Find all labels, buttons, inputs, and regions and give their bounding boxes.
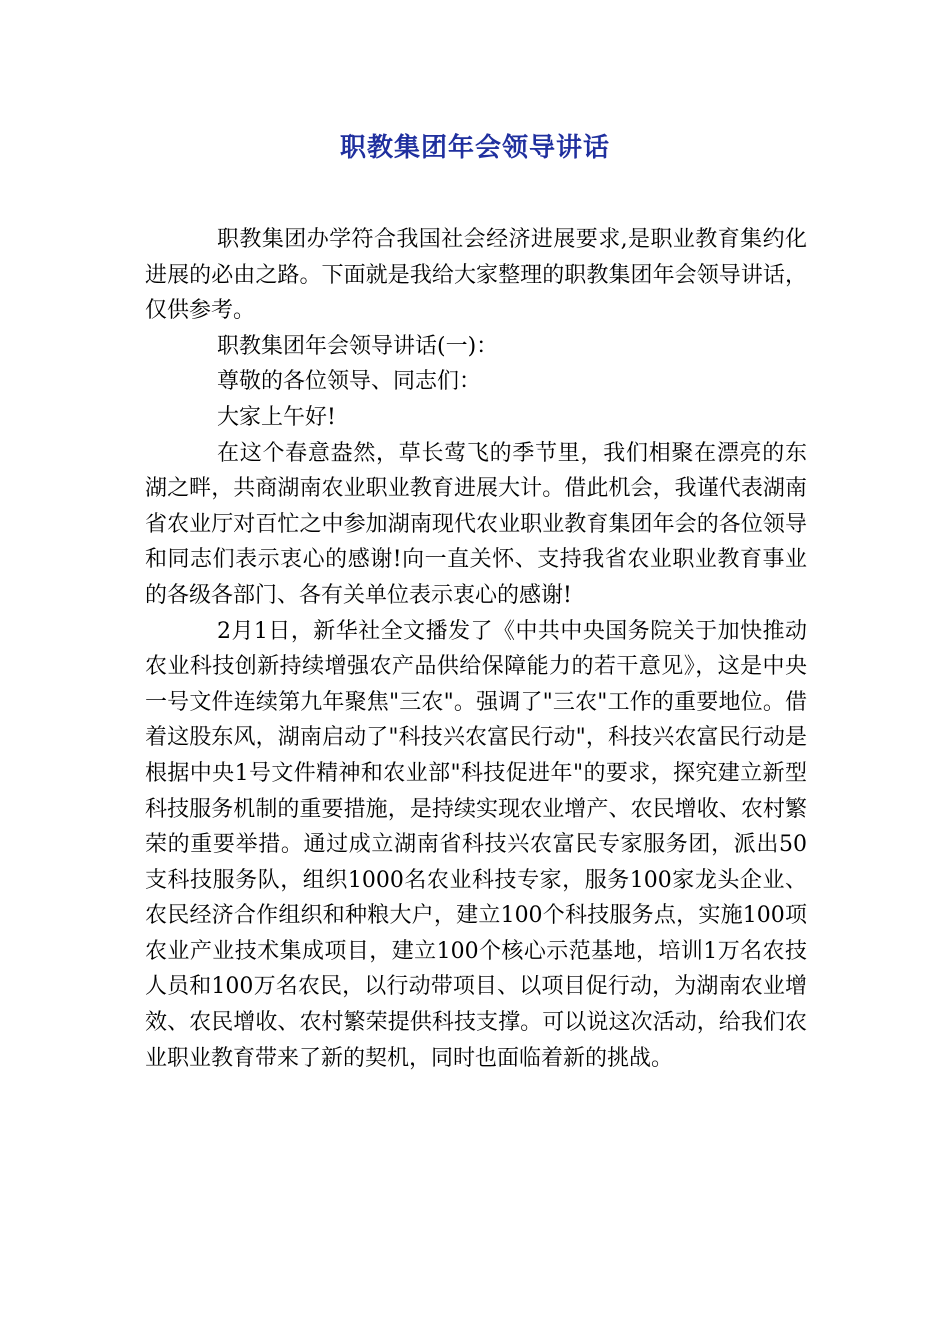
- paragraph-thanks: 在这个春意盎然，草长莺飞的季节里，我们相聚在漂亮的东湖之畔，共商湖南农业职业教育进展大计。借此机会，我谨代表湖南省农业厅对百忙之中参加湖南现代农业职业教育集团年会的各位领导和同志们表示衷心的感谢!向一直关怀、支持我省农业职业教育事业的各级各部门、各有关单位表示衷心的感谢!: [145, 440, 807, 608]
- paragraph-intro: 职教集团办学符合我国社会经济进展要求,是职业教育集约化进展的必由之路。下面就是我给大家整理的职教集团年会领导讲话，仅供参考。: [145, 227, 807, 324]
- document-title: 职教集团年会领导讲话: [339, 133, 610, 163]
- paragraph-greeting: 大家上午好!: [217, 404, 336, 430]
- document-body: [145, 222, 807, 1076]
- paragraph-speech-heading: 职教集团年会领导讲话(一)：: [217, 333, 499, 359]
- paragraph-salutation: 尊敬的各位领导、同志们：: [217, 369, 482, 395]
- paragraph-policy: 2月1日，新华社全文播发了《中共中央国务院关于加快推动农业科技创新持续增强农产品供给保障能力的若干意见》，这是中央一号文件连续第九年聚焦"三农"。强调了"三农"工作的重要地位。借着这股东风，湖南启动了"科技兴农富民行动"，科技兴农富民行动是根据中央1号文件精神和农业部"科技促进年"的要求，探究建立新型科技服务机制的重要措施，是持续实现农业增产、农民增收、农村繁荣的重要举措。通过成立湖南省科技兴农富民专家服务团，派出50支科技服务队，组织1000名农业科技专家，服务100家龙头企业、农民经济合作组织和种粮大户，建立100个科技服务点，实施100项农业产业技术集成项目，建立100个核心示范基地，培训1万名农技人员和100万名农民，以行动带项目、以项目促行动，为湖南农业增效、农民增收、农村繁荣提供科技支撑。可以说这次活动，给我们农业职业教育带来了新的契机，同时也面临着新的挑战。: [145, 618, 808, 1071]
